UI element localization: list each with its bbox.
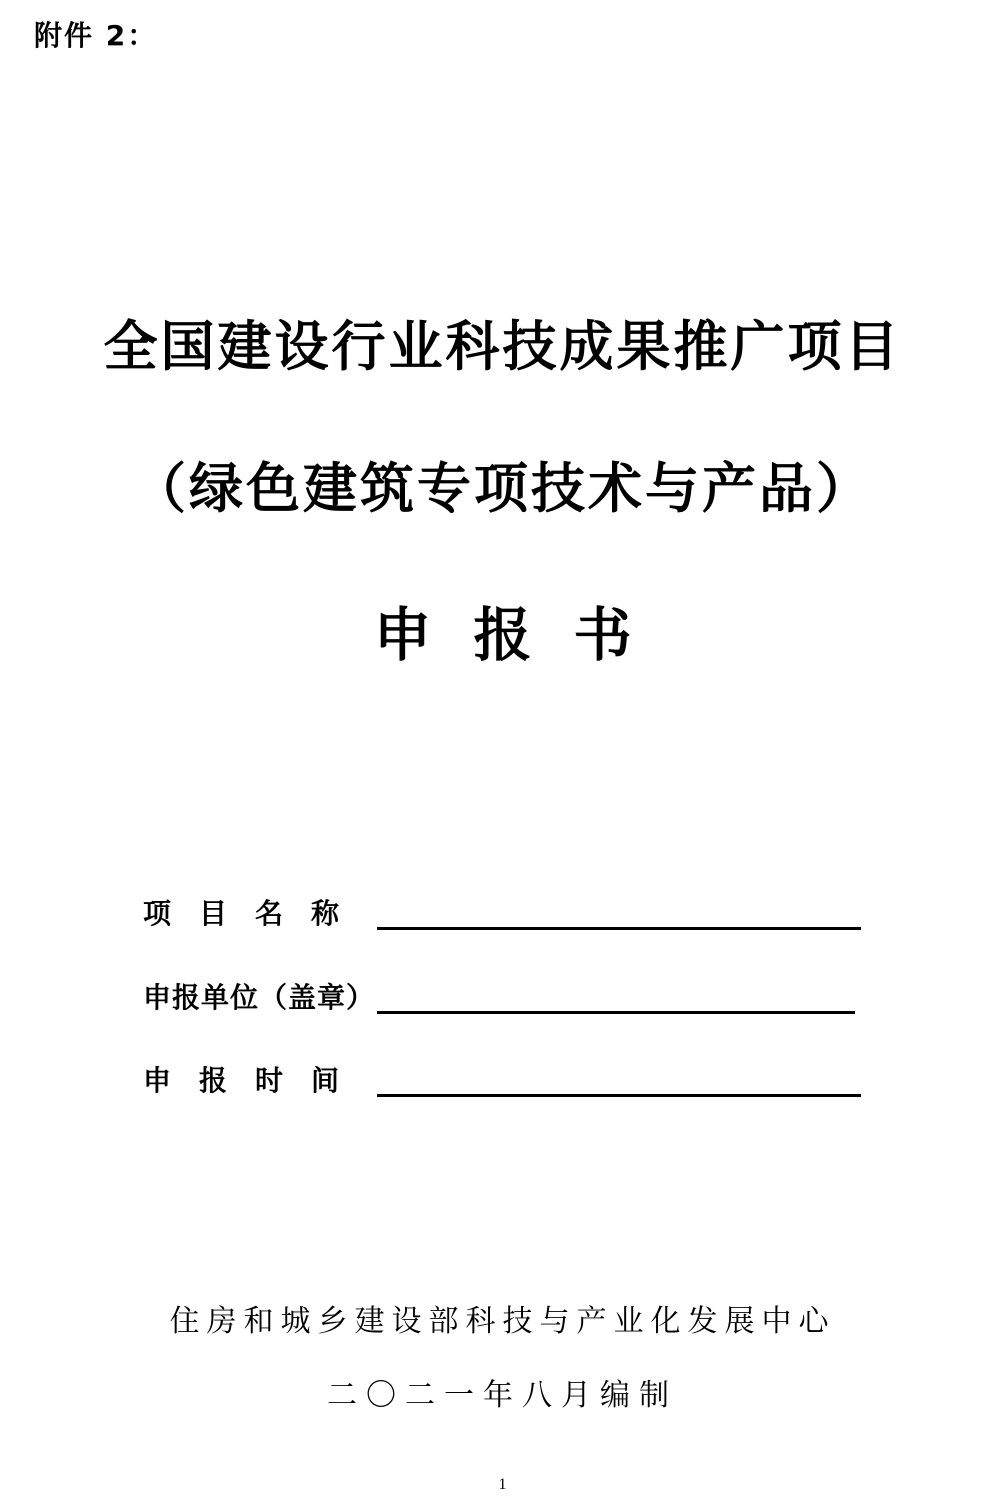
project-name-row — [143, 892, 861, 932]
applicant-field[interactable] — [377, 1011, 855, 1014]
applicant-label: 申报单位（盖章） — [143, 981, 376, 1014]
document-type-title: 申报书 — [373, 601, 674, 669]
document-subtitle: （绿色建筑专项技术与产品） — [132, 457, 873, 520]
apply-time-field[interactable] — [377, 1094, 861, 1097]
attachment-label: 附件 2： — [34, 19, 158, 52]
project-name-field[interactable] — [377, 927, 861, 930]
applicant-row — [143, 976, 855, 1016]
issuing-organization: 住房和城乡建设部科技与产业化发展中心 — [169, 1304, 836, 1339]
page-number: 1 — [498, 1476, 507, 1493]
apply-time-label: 申报时间 — [143, 1064, 368, 1097]
apply-time-row — [143, 1059, 861, 1099]
project-name-label: 项目名称 — [143, 897, 368, 930]
compilation-date: 二〇二一年八月编制 — [327, 1378, 678, 1413]
document-title: 全国建设行业科技成果推广项目 — [103, 315, 902, 378]
